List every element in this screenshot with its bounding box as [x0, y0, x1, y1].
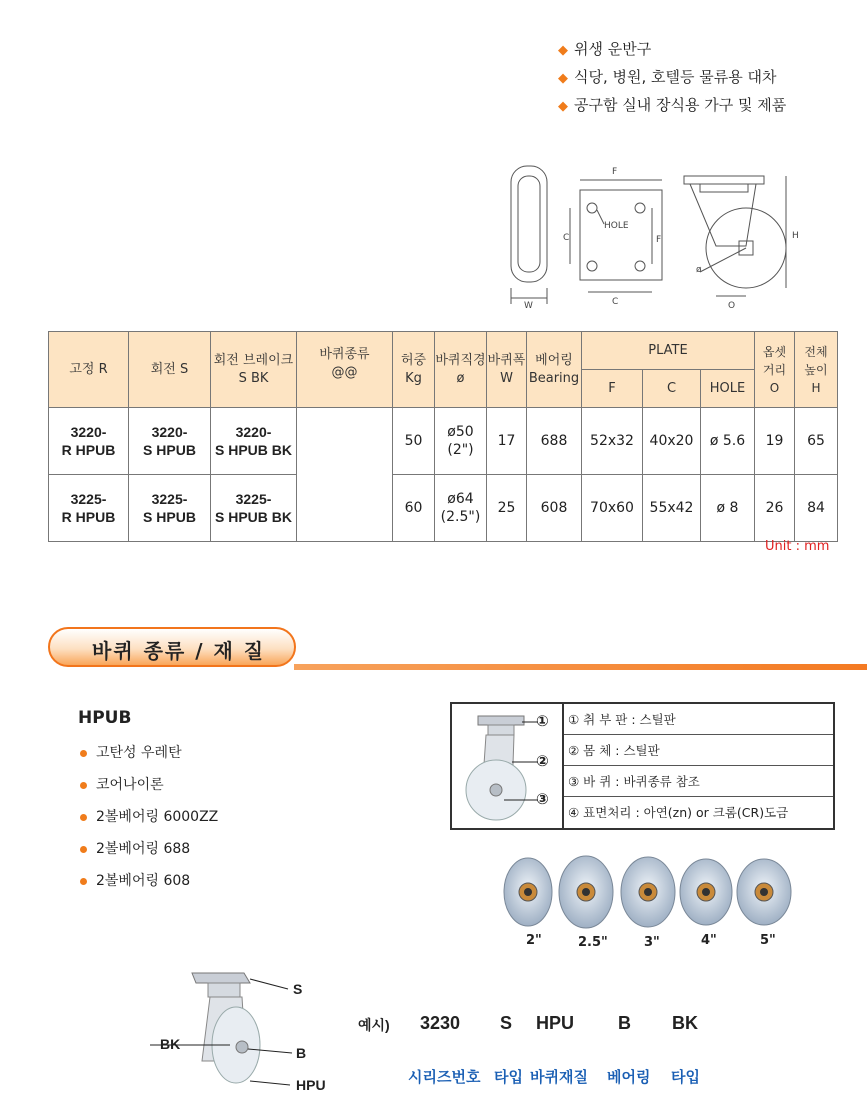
cell-plate-f: 52x32 — [582, 408, 643, 475]
th-brake: 회전 브레이크 S BK — [211, 332, 297, 408]
wheel-label-4: 4" — [701, 933, 717, 948]
section-divider — [294, 664, 867, 670]
example-label-brake-type: 타입 — [671, 1068, 700, 1086]
cell-brake-model: 3220- S HPUB BK — [211, 408, 297, 475]
cell-plate-hole: ø 5.6 — [701, 408, 755, 475]
dim-c-left: C — [563, 233, 570, 243]
diamond-icon: ◆ — [558, 99, 568, 114]
callout-s: S — [293, 981, 303, 997]
material-item: 고탄성 우레탄 — [80, 742, 182, 762]
th-fixed: 고정 R — [49, 332, 129, 408]
cell-height: 65 — [795, 408, 838, 475]
cell-fixed-model: 3225- R HPUB — [49, 475, 129, 542]
callout-bk: BK — [160, 1036, 181, 1052]
cell-plate-hole: ø 8 — [701, 475, 755, 542]
bullet-dot-icon — [80, 750, 87, 757]
section-title: 바퀴 종류 / 재 질 — [92, 639, 266, 663]
th-diameter: 바퀴직경 ø — [435, 332, 487, 408]
material-title: HPUB — [78, 708, 132, 728]
cell-offset: 19 — [755, 408, 795, 475]
dim-hole: HOLE — [604, 221, 629, 231]
th-load: 허중 Kg — [393, 332, 435, 408]
parts-spec-box — [450, 702, 835, 830]
th-width: 바퀴폭 W — [487, 332, 527, 408]
cell-wheel-type — [297, 408, 393, 475]
cell-plate-c: 55x42 — [643, 475, 701, 542]
th-height: 전체 높이 H — [795, 332, 838, 408]
wheel-2in-icon — [504, 858, 552, 926]
marker-2: ② — [536, 752, 549, 770]
diamond-icon: ◆ — [558, 43, 568, 58]
example-label-type: 타입 — [494, 1068, 523, 1086]
example-code-type: S — [500, 1013, 513, 1033]
material-item: 2볼베어링 688 — [80, 838, 190, 858]
table-row — [49, 475, 838, 542]
material-item: 2볼베어링 608 — [80, 870, 190, 890]
dim-c-bottom: C — [612, 297, 619, 307]
cell-plate-c: 40x20 — [643, 408, 701, 475]
use-bullet-3: ◆ 공구함 실내 장식용 가구 및 제품 — [558, 96, 787, 114]
callout-hpu: HPU — [296, 1077, 326, 1093]
th-plate: PLATE — [582, 332, 755, 370]
cell-brake-model: 3225- S HPUB BK — [211, 475, 297, 542]
cell-swivel-model: 3225- S HPUB — [129, 475, 211, 542]
example-label-series: 시리즈번호 — [408, 1068, 481, 1086]
dim-f-right: F — [656, 235, 662, 245]
part-row-body: ② 몸 체 : 스틸판 — [564, 735, 833, 766]
example-label-bearing: 베어링 — [607, 1068, 651, 1086]
cell-width: 25 — [487, 475, 527, 542]
cell-wheel-type — [297, 475, 393, 542]
cell-fixed-model: 3220- R HPUB — [49, 408, 129, 475]
example-code-material: HPU — [536, 1013, 575, 1033]
example-code-brake: BK — [672, 1013, 698, 1033]
diamond-icon: ◆ — [558, 71, 568, 86]
dim-o: O — [728, 301, 736, 310]
cell-plate-f: 70x60 — [582, 475, 643, 542]
cell-offset: 26 — [755, 475, 795, 542]
table-row — [49, 408, 838, 475]
part-row-mount-plate: ① 취 부 판 : 스틸판 — [564, 704, 833, 735]
wheel-2-5in-icon — [559, 856, 613, 928]
use-bullet-1: ◆ 위생 운반구 — [558, 40, 652, 58]
marker-3: ③ — [536, 790, 549, 808]
material-item: 2볼베어링 6000ZZ — [80, 806, 218, 826]
dim-dia: ø — [696, 265, 702, 275]
callout-b: B — [296, 1045, 307, 1061]
wheel-4in-icon — [680, 859, 732, 925]
cell-height: 84 — [795, 475, 838, 542]
material-item: 코어나이론 — [80, 774, 164, 794]
th-plate-f: F — [582, 370, 643, 408]
wheel-label-2-5: 2.5" — [578, 935, 608, 950]
bullet-dot-icon — [80, 814, 87, 821]
caster-parts-image — [452, 704, 564, 828]
dim-w: W — [524, 301, 533, 310]
cell-load: 60 — [393, 475, 435, 542]
example-caster-image — [150, 965, 310, 1095]
wheel-3in-icon — [621, 857, 675, 927]
wheel-label-2: 2" — [526, 933, 542, 948]
caster-dimension-drawing — [500, 160, 810, 310]
th-swivel: 회전 S — [129, 332, 211, 408]
example-code-series: 3230 — [420, 1013, 461, 1033]
cell-width: 17 — [487, 408, 527, 475]
bullet-dot-icon — [80, 782, 87, 789]
wheel-size-images — [500, 852, 800, 932]
wheel-5in-icon — [737, 859, 791, 925]
wheel-label-3: 3" — [644, 935, 660, 950]
cell-diameter: ø64 (2.5") — [435, 475, 487, 542]
th-bearing: 베어링 Bearing — [527, 332, 582, 408]
part-row-wheel: ③ 바 퀴 : 바퀴종류 참조 — [564, 766, 833, 797]
part-row-surface: ④ 표면처리 : 아연(zn) or 크롬(CR)도금 — [568, 805, 789, 820]
unit-label: Unit : mm — [765, 539, 830, 554]
bullet-dot-icon — [80, 878, 87, 885]
dim-h: H — [792, 231, 799, 241]
th-plate-hole: HOLE — [701, 370, 755, 408]
dim-f-top: F — [612, 167, 618, 177]
cell-diameter: ø50 (2") — [435, 408, 487, 475]
marker-1: ① — [536, 712, 549, 730]
bullet-dot-icon — [80, 846, 87, 853]
th-offset: 옵셋 거리 O — [755, 332, 795, 408]
example-code-bearing: B — [618, 1013, 631, 1033]
cell-bearing: 688 — [527, 408, 582, 475]
th-plate-c: C — [643, 370, 701, 408]
use-bullet-2: ◆ 식당, 병원, 호텔등 물류용 대차 — [558, 68, 777, 86]
spec-table — [48, 331, 838, 542]
cell-swivel-model: 3220- S HPUB — [129, 408, 211, 475]
example-label-material: 바퀴재질 — [530, 1068, 588, 1086]
cell-bearing: 608 — [527, 475, 582, 542]
example-prefix: 예시) — [358, 1017, 390, 1033]
th-wheel-type: 바퀴종류 @@ — [297, 332, 393, 408]
wheel-label-5: 5" — [760, 933, 776, 948]
cell-load: 50 — [393, 408, 435, 475]
